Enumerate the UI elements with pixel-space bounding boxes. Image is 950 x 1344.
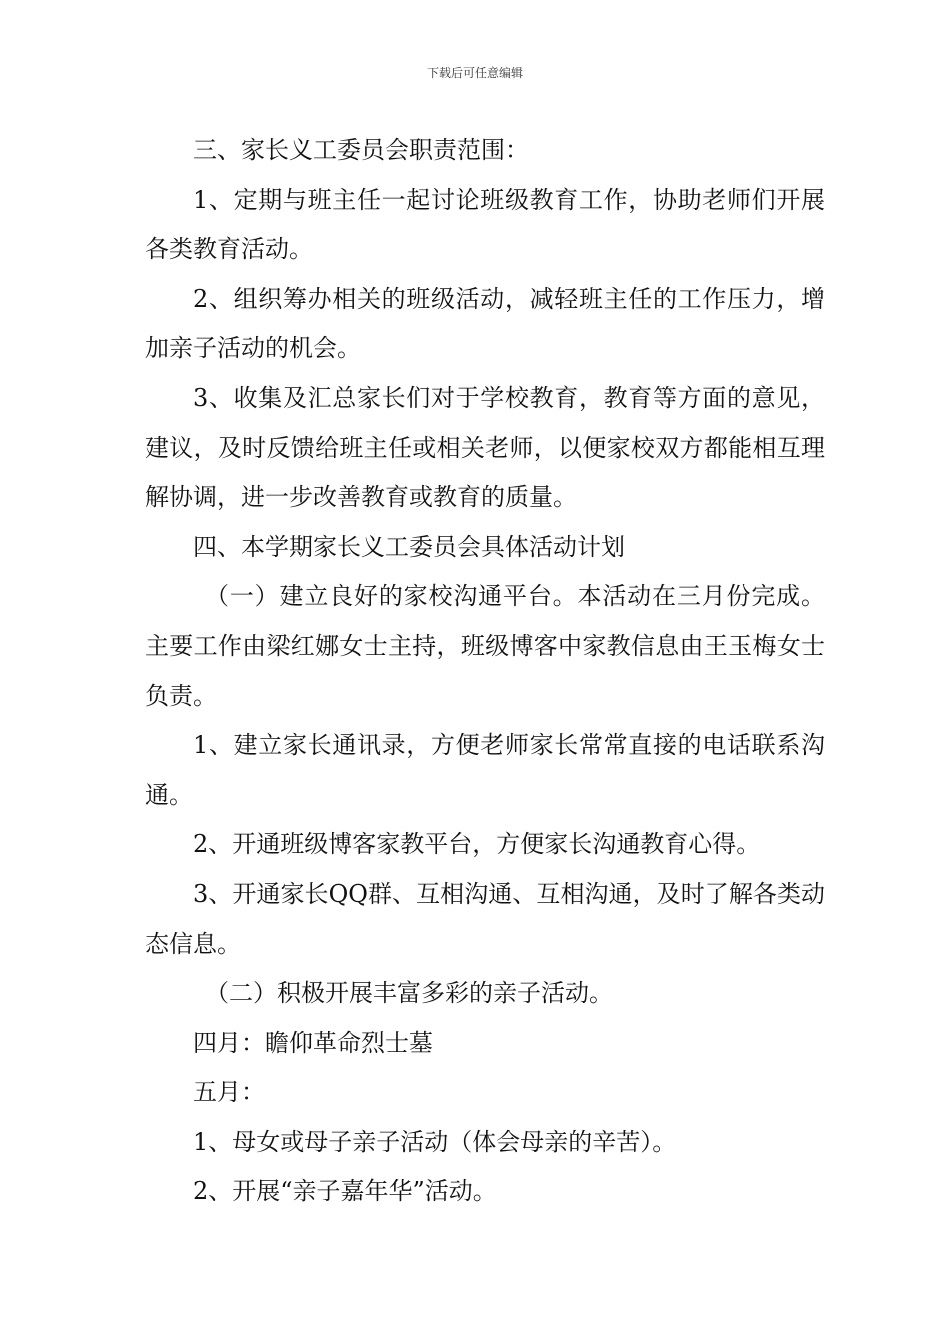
section-heading-duties: 三、家长义工委员会职责范围： — [193, 136, 529, 164]
month-april: 四月：瞻仰革命烈士墓 — [193, 1028, 433, 1057]
plan-item-3: 3、开通家长QQ群、互相沟通、互相沟通，及时了解各类动态信息。 — [145, 879, 825, 958]
page-header: 下载后可任意编辑 — [426, 66, 523, 80]
duty-item-3: 3、收集及汇总家长们对于学校教育，教育等方面的意见，建议，及时反馈给班主任或相关老师，以便家校双方都能相互理解协调，进一步改善教育或教育的质量。 — [145, 383, 825, 512]
plan-item-2: 2、开通班级博客家教平台，方便家长沟通教育心得。 — [193, 830, 761, 859]
duty-item-1: 1、定期与班主任一起讨论班级教育工作，协助老师们开展各类教育活动。 — [145, 185, 825, 264]
plan-item-1: 1、建立家长通讯录，方便老师家长常常直接的电话联系沟通。 — [145, 731, 825, 809]
month-may: 五月： — [193, 1078, 265, 1107]
duty-item-2: 2、组织筹办相关的班级活动，减轻班主任的工作压力，增加亲子活动的机会。 — [145, 284, 825, 363]
may-activity-2: 2、开展“亲子嘉年华”活动。 — [193, 1177, 497, 1206]
section-heading-plan: 四、本学期家长义工委员会具体活动计划 — [193, 532, 625, 561]
plan-subsection-1: （一）建立良好的家校沟通平台。本活动在三月份完成。主要工作由梁红娜女士主持，班级博客中家教信息由王玉梅女士负责。 — [145, 582, 825, 710]
plan-subsection-2: （二）积极开展丰富多彩的亲子活动。 — [205, 979, 613, 1008]
may-activity-1: 1、母女或母子亲子活动（体会母亲的辛苦）。 — [193, 1127, 677, 1156]
document-body — [145, 126, 825, 1217]
